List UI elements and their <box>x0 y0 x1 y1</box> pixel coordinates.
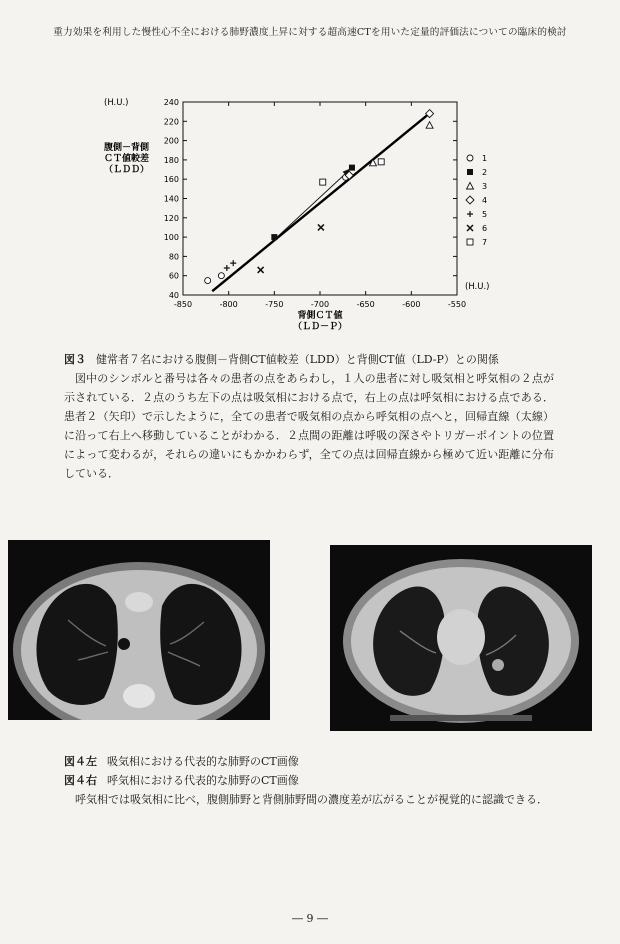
legend-label-2: 2 <box>482 168 488 177</box>
data-point-series-2 <box>271 234 277 240</box>
y-tick-label: 100 <box>163 233 179 243</box>
figure4-right-label: 図４右 <box>64 774 97 787</box>
legend-label-4: 4 <box>482 196 488 205</box>
legend-label-1: 1 <box>482 154 488 163</box>
x-tick-label: -800 <box>219 300 238 309</box>
legend-marker-3 <box>467 183 474 190</box>
data-point-series-6 <box>258 267 264 273</box>
legend-marker-1 <box>467 155 473 161</box>
y-tick-label: 220 <box>163 117 179 127</box>
y-tick-label: 40 <box>168 291 179 300</box>
figure3-label: 図３ <box>64 353 86 366</box>
y-axis-label: （ＬＤＤ） <box>104 165 150 175</box>
figure3-title: 健常者７名における腹側－背側CT値較差（LDD）と背側CT値（LD-P）との関係 <box>96 353 499 366</box>
arrow-line <box>277 168 352 237</box>
y-axis-unit: (H.U.) <box>104 98 129 108</box>
y-tick-label: 180 <box>163 155 179 165</box>
y-tick-label: 60 <box>168 271 179 281</box>
data-point-series-6 <box>318 224 324 230</box>
y-tick-label: 240 <box>163 98 179 107</box>
figure4-caption <box>64 752 554 809</box>
y-tick-label: 200 <box>163 136 179 146</box>
data-point-series-7 <box>320 179 326 185</box>
scatter-chart <box>60 90 500 350</box>
legend-marker-7 <box>467 239 473 245</box>
x-axis-label: （ＬＤ－Ｐ） <box>292 322 348 332</box>
x-tick-label: -650 <box>356 300 375 309</box>
data-point-series-5 <box>230 260 236 266</box>
data-point-series-2 <box>349 165 355 171</box>
page-number: ― 9 ― <box>292 912 328 925</box>
plot-frame <box>183 102 457 295</box>
ct-image-expiration <box>330 545 592 731</box>
x-tick-label: -550 <box>447 300 467 309</box>
x-tick-label: -600 <box>402 300 421 309</box>
figure3-body: 図中のシンボルと番号は各々の患者の点をあらわし，１人の患者に対し吸気相と呼気相の２点が示されている．２点のうち左下の点は吸気相における点で，右上の点は呼気相における点である．患者２（矢印）で示したように，全ての患者で吸気相の点から呼気相の点へと，回帰直線（太線）に沿って右上へ移動していることがわかる．２点間の距離は呼吸の深さやトリガーポイントの位置によって変わるが，それらの違いにもかかわらず，全ての点は回帰直線から極めて近い距離に分布している． <box>64 372 554 480</box>
legend-marker-6 <box>467 225 473 231</box>
figure4-right-title: 呼気相における代表的な肺野のCT画像 <box>107 774 299 787</box>
legend-label-3: 3 <box>482 182 488 191</box>
ct-image-inspiration <box>8 540 270 720</box>
figure4-body: 呼気相では吸気相に比べ，腹側肺野と背側肺野間の濃度差が広がることが視覚的に認識できる． <box>75 793 548 806</box>
data-point-series-1 <box>205 278 211 284</box>
figure4-left-title: 吸気相における代表的な肺野のCT画像 <box>107 755 299 768</box>
legend-marker-5 <box>467 211 473 217</box>
legend-marker-4 <box>466 196 474 204</box>
legend-label-5: 5 <box>482 210 488 219</box>
x-axis-label: 背側ＣＴ値 <box>297 311 343 321</box>
y-axis-label: 腹側－背側 <box>104 143 150 153</box>
data-point-series-7 <box>378 159 384 165</box>
figure3-caption <box>64 350 554 483</box>
x-tick-label: -750 <box>265 300 284 309</box>
x-axis-unit: (H.U.) <box>465 282 490 292</box>
y-axis-label: ＣＴ値較差 <box>104 154 150 164</box>
data-point-series-3 <box>426 122 433 129</box>
regression-line <box>212 116 427 292</box>
x-tick-label: -850 <box>173 300 193 309</box>
y-tick-label: 140 <box>163 194 179 204</box>
data-point-series-1 <box>218 273 224 279</box>
running-header: 重力効果を利用した慢性心不全における肺野濃度上昇に対する超高速CTを用いた定量的評価法についての臨床的検討 <box>53 27 567 38</box>
y-tick-label: 80 <box>168 252 179 262</box>
figure4-left-label: 図４左 <box>64 755 97 768</box>
data-point-series-5 <box>224 265 230 271</box>
legend-label-6: 6 <box>482 224 488 233</box>
y-tick-label: 120 <box>163 213 179 223</box>
legend-marker-2 <box>467 169 473 175</box>
y-tick-label: 160 <box>163 175 179 185</box>
x-tick-label: -700 <box>310 300 330 309</box>
legend-label-7: 7 <box>482 238 488 247</box>
